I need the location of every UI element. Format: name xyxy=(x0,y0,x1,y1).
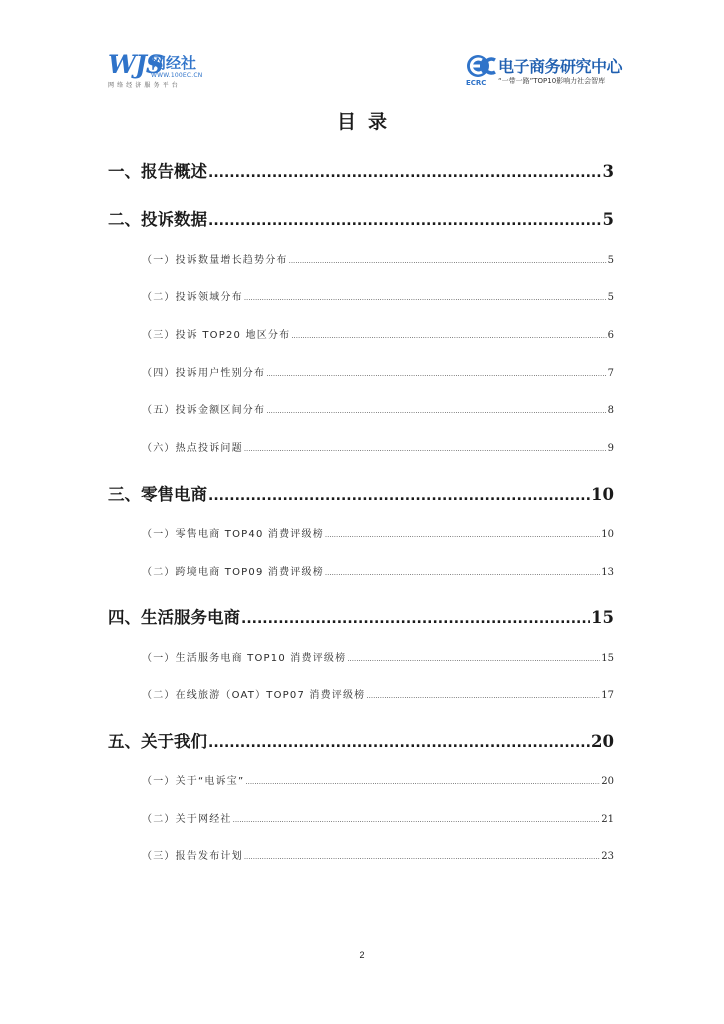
toc-entry-label: （二）跨境电商 TOP09 消费评级榜 xyxy=(142,567,324,578)
toc-entry[interactable] xyxy=(108,481,614,505)
toc-subentry[interactable] xyxy=(142,525,614,540)
toc-entry-label: （二）关于网经社 xyxy=(142,814,232,825)
toc-entry-page: 15 xyxy=(591,608,614,627)
toc-leader-dots xyxy=(266,370,606,378)
toc-entry-label: （四）投诉用户性别分布 xyxy=(142,368,266,379)
toc-entry-label: 四、生活服务电商 xyxy=(108,608,240,627)
toc-entry-page: 6 xyxy=(607,330,614,341)
toc-entry-page: 20 xyxy=(601,776,614,787)
toc-entry-page: 23 xyxy=(601,851,614,862)
toc-entry-label: （一）零售电商 TOP40 消费评级榜 xyxy=(142,529,324,540)
toc-entry-page: 20 xyxy=(591,732,614,751)
toc-entry-label: （一）投诉数量增长趋势分布 xyxy=(142,255,288,266)
toc-leader-dots xyxy=(233,816,601,824)
toc-entry-page: 21 xyxy=(601,814,614,825)
toc-entry-page: 3 xyxy=(602,162,614,181)
toc-leader-dots xyxy=(325,569,600,577)
toc-subentry[interactable] xyxy=(142,772,614,787)
toc-subentry[interactable] xyxy=(142,401,614,416)
toc-subentry[interactable] xyxy=(142,563,614,578)
toc-entry-page: 5 xyxy=(602,210,614,229)
toc-entry-page: 5 xyxy=(607,292,614,303)
toc-subentry[interactable] xyxy=(142,649,614,664)
wangjingshe-logo xyxy=(108,52,218,92)
toc-entry-label: （三）投诉 TOP20 地区分布 xyxy=(142,330,291,341)
ec-logo-icon xyxy=(466,54,496,78)
toc-subentry[interactable] xyxy=(142,288,614,303)
toc-leader-dots xyxy=(208,165,602,181)
toc-leader-dots xyxy=(208,488,590,504)
toc-entry[interactable] xyxy=(108,728,614,752)
toc-entry-label: （三）报告发布计划 xyxy=(142,851,243,862)
toc-leader-dots xyxy=(208,213,602,229)
toc-entry[interactable] xyxy=(108,206,614,230)
toc-leader-dots xyxy=(266,407,606,415)
ecrc-subtitle: “一带一路”TOP10影响力社会智库 xyxy=(498,77,606,85)
toc-title: 目录 xyxy=(336,111,399,133)
toc-leader-dots xyxy=(208,735,590,751)
toc-entry-page: 7 xyxy=(607,368,614,379)
wjs-logo-mark: WJS xyxy=(108,50,163,79)
toc-leader-dots xyxy=(347,655,600,663)
toc-entry-page: 8 xyxy=(607,405,614,416)
toc-entry-page: 17 xyxy=(601,690,614,701)
wjs-logo-slogan: 网络经济服务平台 xyxy=(108,82,181,89)
toc-leader-dots xyxy=(244,294,607,302)
toc-entry-label: 五、关于我们 xyxy=(108,732,207,751)
toc-entry-page: 5 xyxy=(607,255,614,266)
toc-subentry[interactable] xyxy=(142,326,614,341)
toc-leader-dots xyxy=(366,692,600,700)
toc-entry-label: （二）投诉领域分布 xyxy=(142,292,243,303)
ecrc-abbr: ECRC xyxy=(466,79,487,87)
toc-entry-label: （二）在线旅游（OAT）TOP07 消费评级榜 xyxy=(142,690,366,701)
toc-leader-dots xyxy=(244,853,600,861)
toc-subentry[interactable] xyxy=(142,251,614,266)
toc-entry-page: 15 xyxy=(601,653,614,664)
toc-entry-label: （一）关于“电诉宝” xyxy=(142,776,245,787)
toc-subentry[interactable] xyxy=(142,439,614,454)
ecrc-name: 电子商务研究中心 xyxy=(498,57,623,76)
wjs-logo-url: WWW.100EC.CN xyxy=(151,72,203,79)
toc-entry-label: （五）投诉金额区间分布 xyxy=(142,405,266,416)
toc-entry-page: 9 xyxy=(607,443,614,454)
toc-entry-label: 一、报告概述 xyxy=(108,162,207,181)
toc-subentry[interactable] xyxy=(142,810,614,825)
toc-entry[interactable] xyxy=(108,604,614,628)
toc-leader-dots xyxy=(325,531,600,539)
wjs-logo-name: 网经社 xyxy=(151,54,197,72)
toc-entry-label: （一）生活服务电商 TOP10 消费评级榜 xyxy=(142,653,347,664)
page-number: 2 xyxy=(359,950,365,960)
toc-leader-dots xyxy=(241,611,590,627)
ecrc-logo xyxy=(466,54,623,88)
toc-leader-dots xyxy=(245,778,600,786)
toc-entry-page: 10 xyxy=(601,529,614,540)
toc-entry-label: 二、投诉数据 xyxy=(108,210,207,229)
toc-entry-page: 10 xyxy=(591,485,614,504)
toc-entry-page: 13 xyxy=(601,567,614,578)
toc-leader-dots xyxy=(289,257,607,265)
toc-entry[interactable] xyxy=(108,158,614,182)
toc-subentry[interactable] xyxy=(142,364,614,379)
toc-entry-label: 三、零售电商 xyxy=(108,485,207,504)
toc-leader-dots xyxy=(244,445,607,453)
toc-subentry[interactable] xyxy=(142,686,614,701)
toc-subentry[interactable] xyxy=(142,847,614,862)
toc-entry-label: （六）热点投诉问题 xyxy=(142,443,243,454)
toc-leader-dots xyxy=(291,332,606,340)
